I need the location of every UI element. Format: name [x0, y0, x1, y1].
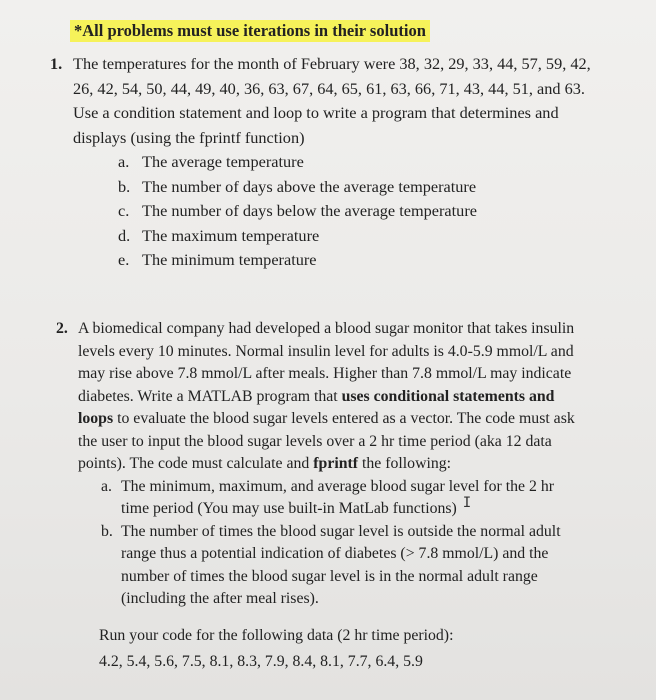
- problem-1: [50, 52, 620, 273]
- subitem-d: d. The maximum temperature: [118, 225, 320, 245]
- problem-1-line: displays (using the fprintf function): [73, 127, 305, 147]
- problem-2-statement: A biomedical company had developed a blood sugar monitor that takes insulin levels every 10 minutes. Normal insulin level for adults is 4.0-5.9 mmol/L and may rise above 7.8 mmol/L after meals. Higher than 7.8 mmol/L may indicate diabetes. Write a MATLAB program that uses conditional statements and loops to evaluate the blood sugar levels entered as a vector. The code must ask the user to input the blood sugar levels over a 2 hr time period (aka 12 data points). The code must calculate and fprintf the following:: [78, 320, 575, 472]
- run-instruction: Run your code for the following data (2 hr time period):: [99, 626, 454, 644]
- subitem-c: c. The number of days below the average temperature: [118, 201, 477, 220]
- subitem-a: a. The average temperature: [118, 152, 304, 171]
- subitem-a: a. The minimum, maximum, and average blood sugar level for the 2 hr time period (You may use built-in MatLab functions) I: [101, 477, 554, 517]
- text-cursor-icon: I: [462, 495, 472, 511]
- problem-2: [56, 318, 616, 674]
- problem-1-line: 26, 42, 54, 50, 44, 49, 40, 36, 63, 67, 64, 65, 61, 63, 66, 71, 43, 44, 51, and 63.: [73, 78, 585, 98]
- problem-1-number: 1.: [50, 54, 63, 73]
- blood-sugar-data: 4.2, 5.4, 5.6, 7.5, 8.1, 8.3, 7.9, 8.4, 8.1, 7.7, 6.4, 5.9: [99, 653, 423, 670]
- problem-1-subitems: [118, 150, 620, 273]
- subitem-e: e. The minimum temperature: [118, 250, 317, 269]
- subitem-b: b. The number of times the blood sugar level is outside the normal adult range thus a potential indication of diabetes (> 7.8 mmol/L) and the number of times the blood sugar level is in the normal adult range (including the after meal rises).: [101, 522, 561, 607]
- problem-1-line: The temperatures for the month of February were 38, 32, 29, 33, 44, 57, 59, 42,: [73, 54, 591, 73]
- problem-1-statement: [73, 52, 620, 150]
- problem-2-number: 2.: [56, 320, 68, 337]
- problem-2-subitems: [101, 476, 616, 611]
- subitem-b: b. The number of days above the average temperature: [118, 176, 477, 196]
- problem-1-line: Use a condition statement and loop to write a program that determines and: [73, 103, 559, 122]
- iterations-note: *All problems must use iterations in their solution: [70, 20, 430, 42]
